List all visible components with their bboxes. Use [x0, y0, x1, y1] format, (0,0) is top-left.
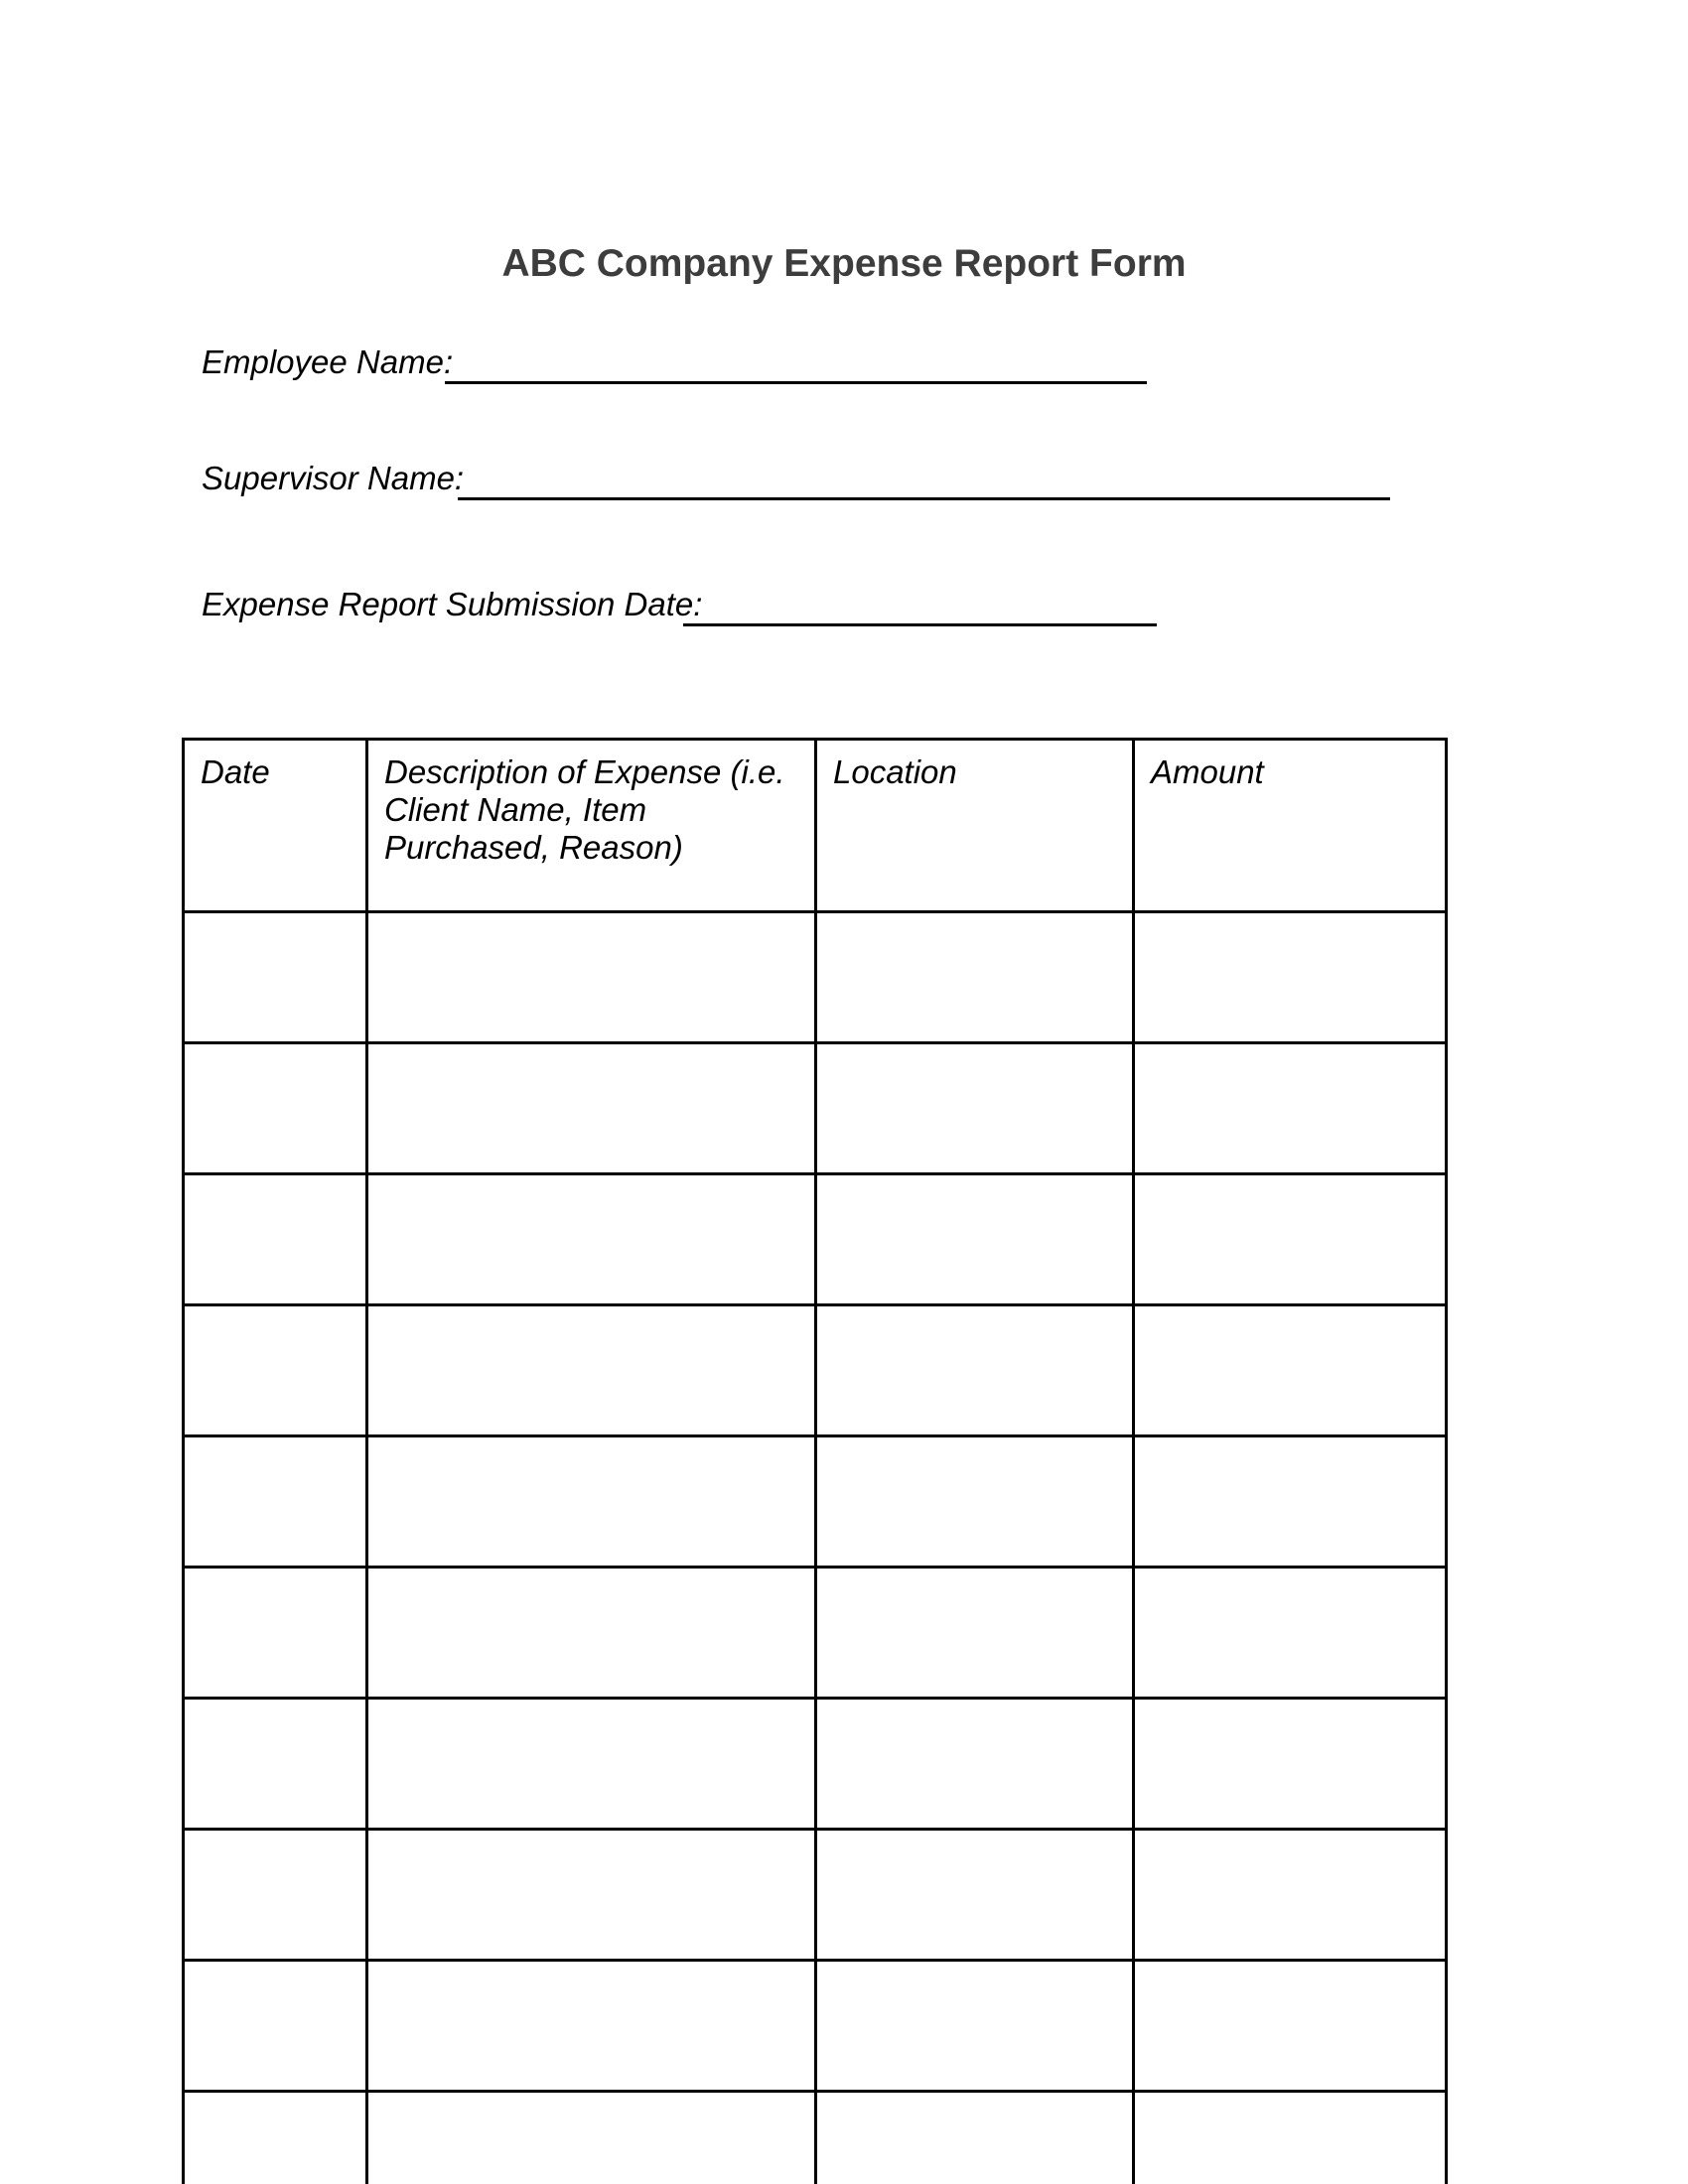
expense-cell-date[interactable] [184, 1568, 367, 1699]
expense-cell-description[interactable] [367, 1043, 816, 1174]
expense-cell-amount[interactable] [1134, 1830, 1447, 1961]
expense-cell-amount[interactable] [1134, 1568, 1447, 1699]
expense-cell-location[interactable] [816, 1305, 1134, 1436]
expense-table-row [184, 2092, 1447, 2184]
expense-table-row [184, 1830, 1447, 1961]
expense-cell-description[interactable] [367, 1699, 816, 1830]
expense-cell-location[interactable] [816, 1699, 1134, 1830]
page-title: ABC Company Expense Report Form [501, 242, 1187, 285]
column-header-amount: Amount [1134, 740, 1447, 912]
supervisor-name-label: Supervisor Name: [202, 460, 465, 496]
expense-cell-description[interactable] [367, 1305, 816, 1436]
submission-date-label: Expense Report Submission Date: [202, 586, 703, 622]
expense-cell-description[interactable] [367, 1568, 816, 1699]
expense-cell-amount[interactable] [1134, 1305, 1447, 1436]
expense-cell-date[interactable] [184, 1043, 367, 1174]
expense-table-row [184, 1961, 1447, 2092]
expense-cell-amount[interactable] [1134, 1699, 1447, 1830]
expense-cell-location[interactable] [816, 1961, 1134, 2092]
expense-cell-date[interactable] [184, 1961, 367, 2092]
expense-cell-description[interactable] [367, 1830, 816, 1961]
expense-cell-amount[interactable] [1134, 1436, 1447, 1568]
column-header-location: Location [816, 740, 1134, 912]
expense-cell-amount[interactable] [1134, 1043, 1447, 1174]
expense-table [182, 738, 1448, 2184]
column-header-description: Description of Expense (i.e. Client Name, Item Purchased, Reason) [367, 740, 816, 912]
expense-table-row [184, 1568, 1447, 1699]
expense-table-header-row [184, 740, 1447, 912]
expense-cell-amount[interactable] [1134, 1174, 1447, 1305]
expense-cell-date[interactable] [184, 1305, 367, 1436]
expense-table-row [184, 1699, 1447, 1830]
expense-cell-date[interactable] [184, 2092, 367, 2184]
expense-cell-description[interactable] [367, 1961, 816, 2092]
expense-cell-date[interactable] [184, 1174, 367, 1305]
expense-cell-amount[interactable] [1134, 2092, 1447, 2184]
expense-cell-description[interactable] [367, 1174, 816, 1305]
expense-table-row [184, 1305, 1447, 1436]
expense-cell-location[interactable] [816, 1830, 1134, 1961]
submission-date-fill-line[interactable] [683, 623, 1157, 626]
expense-cell-description[interactable] [367, 912, 816, 1043]
column-header-date: Date [184, 740, 367, 912]
supervisor-name-fill-line[interactable] [458, 497, 1390, 500]
expense-cell-description[interactable] [367, 1436, 816, 1568]
expense-cell-date[interactable] [184, 912, 367, 1043]
employee-name-label: Employee Name: [202, 343, 454, 380]
expense-cell-location[interactable] [816, 1568, 1134, 1699]
expense-table-row [184, 1043, 1447, 1174]
expense-cell-amount[interactable] [1134, 912, 1447, 1043]
expense-cell-location[interactable] [816, 1436, 1134, 1568]
expense-table-row [184, 912, 1447, 1043]
expense-cell-location[interactable] [816, 2092, 1134, 2184]
employee-name-fill-line[interactable] [445, 381, 1147, 384]
expense-cell-location[interactable] [816, 1174, 1134, 1305]
expense-cell-date[interactable] [184, 1699, 367, 1830]
expense-cell-location[interactable] [816, 1043, 1134, 1174]
expense-cell-date[interactable] [184, 1830, 367, 1961]
expense-cell-date[interactable] [184, 1436, 367, 1568]
expense-table-row [184, 1174, 1447, 1305]
expense-cell-location[interactable] [816, 912, 1134, 1043]
expense-table-body [184, 912, 1447, 2184]
expense-cell-description[interactable] [367, 2092, 816, 2184]
expense-table-row [184, 1436, 1447, 1568]
expense-cell-amount[interactable] [1134, 1961, 1447, 2092]
